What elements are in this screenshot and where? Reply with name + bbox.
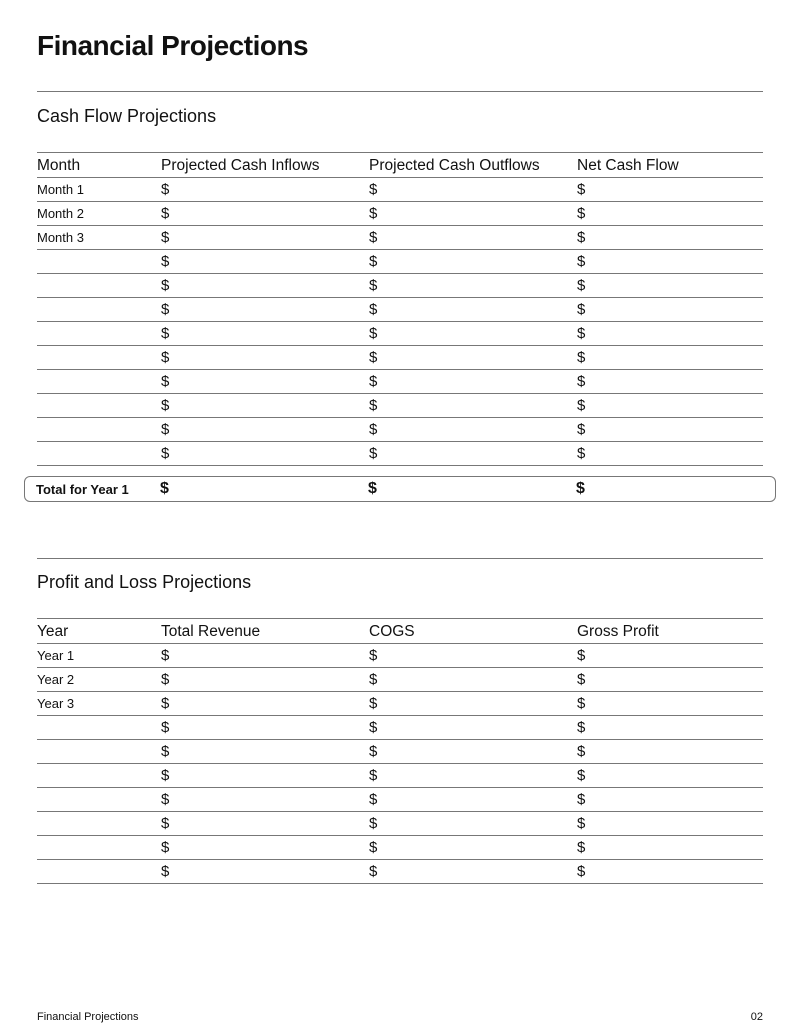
table-cell: $ xyxy=(369,767,378,784)
table-cell: $ xyxy=(161,397,170,414)
table-cell: $ xyxy=(369,181,378,198)
table-cell: $ xyxy=(577,671,586,688)
table-cell: $ xyxy=(161,767,170,784)
divider xyxy=(37,91,763,92)
table-cell: Month 2 xyxy=(37,206,84,221)
table-cell: $ xyxy=(161,719,170,736)
table-cell: $ xyxy=(369,253,378,270)
table-cell: $ xyxy=(577,421,586,438)
table-cell: $ xyxy=(161,863,170,880)
table-cell: $ xyxy=(161,229,170,246)
total-outflows: $ xyxy=(368,480,377,497)
table-row xyxy=(37,394,763,418)
column-header: COGS xyxy=(369,623,415,640)
column-header: Year xyxy=(37,623,69,640)
table-row xyxy=(37,298,763,322)
table-cell: $ xyxy=(161,671,170,688)
cash-flow-table xyxy=(37,152,763,466)
table-cell: $ xyxy=(161,421,170,438)
table-row xyxy=(37,370,763,394)
section-heading-cash-flow: Cash Flow Projections xyxy=(37,106,217,126)
table-cell: $ xyxy=(577,229,586,246)
table-cell: $ xyxy=(577,277,586,294)
table-cell: $ xyxy=(161,301,170,318)
table-row xyxy=(37,442,763,466)
table-cell: $ xyxy=(161,205,170,222)
table-cell: $ xyxy=(577,373,586,390)
section-heading-profit-loss: Profit and Loss Projections xyxy=(37,572,252,592)
table-cell: $ xyxy=(161,373,170,390)
table-cell: $ xyxy=(369,445,378,462)
table-row xyxy=(37,346,763,370)
table-row xyxy=(37,226,763,250)
total-label: Total for Year 1 xyxy=(36,481,129,497)
table-cell: $ xyxy=(577,743,586,760)
page-number: 02 xyxy=(750,1011,763,1023)
table-cell: $ xyxy=(577,791,586,808)
table-cell: $ xyxy=(369,397,378,414)
table-cell: $ xyxy=(369,839,378,856)
table-row xyxy=(37,740,763,764)
table-cell: $ xyxy=(577,181,586,198)
table-cell: $ xyxy=(577,205,586,222)
table-cell: $ xyxy=(161,325,170,342)
table-cell: $ xyxy=(577,397,586,414)
table-row xyxy=(37,178,763,202)
table-cell: $ xyxy=(577,325,586,342)
table-cell: $ xyxy=(161,695,170,712)
footer-title: Financial Projections xyxy=(37,1011,139,1023)
table-cell: $ xyxy=(369,791,378,808)
table-row xyxy=(37,274,763,298)
table-cell: $ xyxy=(369,325,378,342)
table-cell: $ xyxy=(577,767,586,784)
table-cell: $ xyxy=(161,791,170,808)
table-cell: $ xyxy=(369,863,378,880)
column-header: Total Revenue xyxy=(161,623,261,640)
table-cell: $ xyxy=(577,695,586,712)
column-header: Projected Cash Inflows xyxy=(161,157,320,174)
table-row xyxy=(37,418,763,442)
table-cell: Year 1 xyxy=(37,648,75,663)
table-cell: $ xyxy=(577,253,586,270)
table-cell: $ xyxy=(161,349,170,366)
table-row xyxy=(37,812,763,836)
table-row xyxy=(37,692,763,716)
table-cell: $ xyxy=(577,863,586,880)
table-cell: $ xyxy=(369,301,378,318)
table-cell: $ xyxy=(577,349,586,366)
profit-loss-table xyxy=(37,618,763,884)
table-header xyxy=(37,153,763,178)
table-row xyxy=(37,836,763,860)
table-cell: $ xyxy=(369,743,378,760)
table-cell: $ xyxy=(161,743,170,760)
table-cell: Month 1 xyxy=(37,182,84,197)
total-net: $ xyxy=(576,480,585,497)
table-cell: $ xyxy=(577,719,586,736)
page-title: Financial Projections xyxy=(37,30,309,61)
table-cell: $ xyxy=(161,647,170,664)
table-cell: $ xyxy=(161,181,170,198)
table-cell: $ xyxy=(369,719,378,736)
table-row xyxy=(37,788,763,812)
table-cell: $ xyxy=(161,253,170,270)
table-cell: $ xyxy=(369,421,378,438)
table-cell: $ xyxy=(369,349,378,366)
table-cell: $ xyxy=(369,647,378,664)
total-row xyxy=(24,476,776,502)
table-cell: $ xyxy=(161,277,170,294)
divider xyxy=(37,558,763,559)
total-inflows: $ xyxy=(160,480,169,497)
table-cell: $ xyxy=(369,695,378,712)
table-cell: $ xyxy=(577,445,586,462)
table-cell: $ xyxy=(369,205,378,222)
table-cell: $ xyxy=(577,301,586,318)
table-row xyxy=(37,250,763,274)
table-row xyxy=(37,764,763,788)
table-cell: $ xyxy=(369,815,378,832)
column-header: Month xyxy=(37,157,81,174)
table-cell: $ xyxy=(369,277,378,294)
table-cell: Month 3 xyxy=(37,230,84,245)
table-row xyxy=(37,202,763,226)
table-row xyxy=(37,716,763,740)
table-cell: $ xyxy=(369,229,378,246)
table-row xyxy=(37,668,763,692)
table-cell: Year 2 xyxy=(37,672,75,687)
table-cell: $ xyxy=(369,373,378,390)
table-row xyxy=(37,644,763,668)
table-row xyxy=(37,860,763,884)
table-cell: $ xyxy=(161,815,170,832)
column-header: Net Cash Flow xyxy=(577,157,679,174)
column-header: Projected Cash Outflows xyxy=(369,157,540,174)
table-row xyxy=(37,322,763,346)
table-header xyxy=(37,619,763,644)
table-cell: $ xyxy=(369,671,378,688)
table-cell: $ xyxy=(161,839,170,856)
table-cell: $ xyxy=(577,815,586,832)
table-cell: $ xyxy=(161,445,170,462)
table-cell: $ xyxy=(577,647,586,664)
table-cell: Year 3 xyxy=(37,696,75,711)
table-cell: $ xyxy=(577,839,586,856)
column-header: Gross Profit xyxy=(577,623,659,640)
